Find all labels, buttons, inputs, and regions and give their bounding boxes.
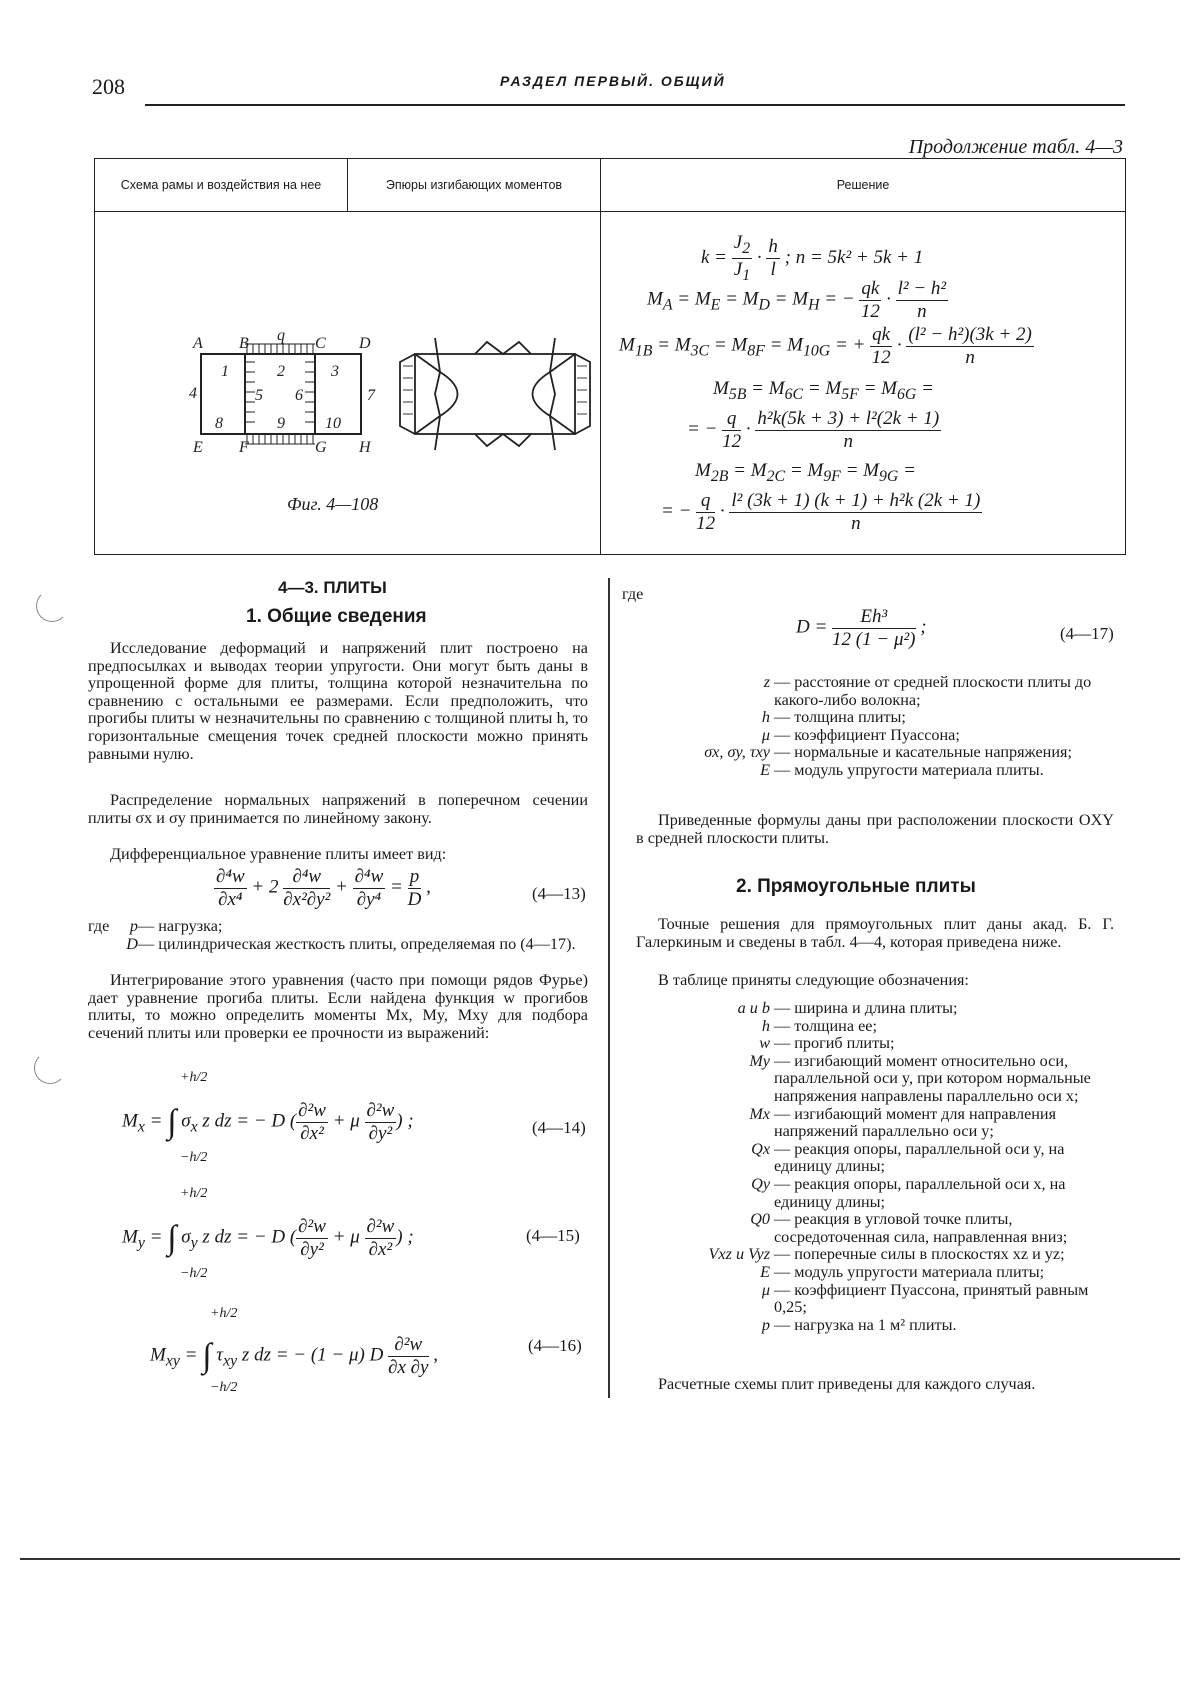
col-header-solution: Решение [601, 159, 1126, 212]
def-D: — цилиндрическая жесткость плиты, определяемая по (4—17). [138, 934, 576, 953]
definition-text: — модуль упругости материала плиты. [774, 760, 1044, 779]
list-item [620, 1211, 1114, 1246]
svg-text:9: 9 [277, 415, 285, 432]
svg-text:C: C [315, 335, 326, 352]
definition-text: — прогиб плиты; [774, 1034, 895, 1053]
list-item [620, 1106, 1114, 1141]
definition-text: — ширина и длина плиты; [774, 999, 958, 1017]
equation-4-17: D = $\frac{\text{Eh³}}{\text{12 (1 − μ²)}}$ ; [796, 606, 927, 650]
table-continuation-label: Продолжение табл. 4—3 [908, 136, 1123, 158]
equation-number: (4—13) [532, 884, 586, 903]
definition-symbol: a и b [737, 999, 770, 1017]
definition-text: — нормальные и касательные напряжения; [774, 743, 1072, 762]
svg-text:7: 7 [367, 387, 375, 404]
svg-text:3: 3 [331, 363, 339, 380]
definition-text: — изгибающий момент для направления напряжений параллельно оси y; [774, 1104, 1057, 1141]
solution-line-2: $M_A = M_E = M_D = M_H$ = − $\frac{qk}{12}$ · $\frac{\text{l² − h²}}{n}$ [647, 278, 947, 322]
definition-symbol: Q0 [750, 1210, 770, 1229]
limit-lower: −h/2 [180, 1150, 208, 1165]
list-item [620, 727, 1114, 745]
running-header: РАЗДЕЛ ПЕРВЫЙ. ОБЩИЙ [500, 73, 726, 89]
figure-cell [95, 212, 601, 555]
definition-text: — изгибающий момент относительно оси, параллельной оси y, при котором нормальные напряжения направлены параллельно оси x; [774, 1051, 1091, 1105]
definitions-list-3 [620, 1000, 1114, 1334]
list-item [88, 936, 588, 954]
frames-table [94, 158, 1126, 555]
equation-4-16: $M_{xy}$ = ∫ $\tau_{xy}$ z dz = − (1 − μ) D $\frac{\text{∂²w}}{\partial x \partial y}$ , [150, 1334, 438, 1378]
svg-text:10: 10 [325, 415, 341, 432]
definition-text: — толщина ее; [774, 1016, 877, 1035]
svg-text:4: 4 [189, 385, 197, 402]
subsection-heading: 2. Прямоугольные плиты [736, 876, 976, 897]
solution-line-1: k = $\frac{J_2}{J_1}$ · $\frac{h}{l}$ ; n = 5k² + 5k + 1 [701, 232, 924, 284]
svg-text:A: A [193, 335, 203, 352]
list-item [620, 1176, 1114, 1211]
definitions-list-1 [88, 918, 588, 953]
limit-lower: −h/2 [210, 1380, 238, 1395]
definition-symbol: h [761, 708, 770, 727]
definitions-list-2 [620, 674, 1114, 780]
definition-symbol: σx, σy, τxy [704, 743, 770, 762]
definition-symbol: μ [761, 1280, 770, 1299]
list-item [620, 1317, 1114, 1335]
list-item [620, 1141, 1114, 1176]
definition-text: — поперечные силы в плоскостях xz и yz; [774, 1245, 1065, 1264]
definition-text: — реакция опоры, параллельной оси x, на единицу длины; [774, 1174, 1066, 1211]
definition-symbol: My [749, 1051, 770, 1070]
symbol-p: p [129, 917, 138, 935]
list-item [620, 1053, 1114, 1106]
page-number: 208 [92, 74, 125, 99]
scan-hole-mark [36, 590, 68, 622]
svg-text:q: q [277, 332, 285, 344]
limit-lower: −h/2 [180, 1266, 208, 1281]
list-item [88, 918, 588, 936]
list-item [620, 674, 1114, 709]
definition-text: — расстояние от средней плоскости плиты до какого-либо волокна; [774, 673, 1092, 709]
definition-text: — коэффициент Пуассона, принятый равным 0,25; [774, 1280, 1089, 1317]
list-item [620, 1282, 1114, 1317]
list-item [620, 1035, 1114, 1053]
definition-text: — коэффициент Пуассона; [774, 725, 960, 744]
solution-line-5: = − $\frac{q}{12}$ · $\frac{\text{h²k(5k + 3) + l²(2k + 1)}}{n}$ [687, 408, 940, 452]
symbol-D: D [126, 934, 138, 953]
svg-text:1: 1 [221, 363, 229, 380]
figure-caption: Фиг. 4—108 [287, 494, 379, 514]
paragraph-equation-intro: Дифференциальное уравнение плиты имеет вид: [110, 845, 447, 863]
equation-4-13: $\frac{\text{∂⁴w}}{\text{∂x⁴}}$ + 2 $\frac{\text{∂⁴w}}{\text{∂x²∂y²}}$ + $\frac{\text{∂⁴w}}{\text{∂y⁴}}$ = $\frac{p}{D}$ , [216, 866, 431, 910]
svg-text:6: 6 [295, 387, 303, 404]
solution-line-3: $M_{1B} = M_{3C} = M_{8F} = M_{10G}$ = + $\frac{qk}{12}$ · $\frac{\text{(l² − h²)(3k + 2)}}{n}$ [619, 324, 1032, 368]
where-label: где [88, 917, 110, 935]
definition-text: — реакция в угловой точке плиты, сосредоточенная сила, направленная вниз; [774, 1210, 1068, 1246]
list-item [620, 1246, 1114, 1264]
definition-text: — модуль упругости материала плиты; [774, 1262, 1045, 1281]
svg-text:D: D [359, 335, 371, 352]
definition-symbol: w [759, 1034, 770, 1053]
paragraph-intro: Исследование деформаций и напряжений плит построено на предпосылках и выводах теории упругости. Они могут быть даны в упрощенной форме для плиты, толщина которой незначительна по сравнению с остальными ее размерами. Если предположить, что прогибы плиты w незначительны по сравнению с толщиной плиты h, то горизонтальные смещения точек средней плоскости можно принять равными нулю. [88, 639, 588, 763]
header-rule [145, 104, 1125, 106]
definition-symbol: Qy [751, 1174, 770, 1193]
col-header-scheme: Схема рамы и воздействия на нее [95, 159, 348, 212]
definition-symbol: Qx [751, 1139, 770, 1158]
solution-line-4: $M_{5B} = M_{6C} = M_{5F} = M_{6G}$ = [713, 378, 934, 403]
subsection-heading: 1. Общие сведения [246, 606, 427, 627]
list-item [620, 1264, 1114, 1282]
bottom-scan-line [20, 1558, 1180, 1560]
definition-text: — нагрузка на 1 м² плиты. [774, 1315, 957, 1334]
paragraph-notation: В таблице приняты следующие обозначения: [658, 971, 969, 989]
paragraph-integration: Интегрирование этого уравнения (часто при помощи рядов Фурье) дает уравнение прогиба плиты. Если найдена функция w прогибов плиты, то можно определить моменты Mx, My, Mxy для подбора сечений плиты или проверки ее прочности из выражений: [88, 971, 588, 1042]
definition-symbol: z [763, 673, 770, 691]
definition-symbol: Vxz и Vyz [708, 1245, 770, 1264]
svg-text:5: 5 [255, 387, 263, 404]
equation-4-15: $M_y$ = ∫ $\sigma_y$ z dz = − D ( $\frac{\text{∂²w}}{\text{∂y²}}$ + μ $\frac{\text{∂²w}}{\text{∂x²}}$ ) ; [122, 1216, 414, 1260]
where-label: где [622, 585, 644, 603]
paragraph-galerkin: Точные решения для прямоугольных плит даны акад. Б. Г. Галеркиным и сведены в табл. 4—4, которая приведена ниже. [636, 915, 1114, 951]
paragraph-stresses: Распределение нормальных напряжений в поперечном сечении плиты σx и σy принимается по линейному закону. [88, 791, 588, 827]
equation-number: (4—17) [1060, 624, 1114, 643]
definition-symbol: E [760, 760, 770, 779]
list-item [620, 744, 1114, 762]
definition-symbol: E [760, 1262, 770, 1281]
svg-text:E: E [193, 439, 203, 456]
paragraph-formulas: Приведенные формулы даны при расположении плоскости OXY в средней плоскости плиты. [636, 811, 1114, 847]
svg-text:2: 2 [277, 363, 285, 380]
scan-hole-mark [34, 1052, 66, 1084]
equation-4-14: $M_x$ = ∫ $\sigma_x$ z dz = − D ( $\frac{\text{∂²w}}{\text{∂x²}}$ + μ $\frac{\text{∂²w}}{\text{∂y²}}$ ) ; [122, 1100, 414, 1144]
svg-text:B: B [239, 335, 249, 352]
svg-text:H: H [359, 439, 371, 456]
definition-text: — толщина плиты; [774, 708, 906, 727]
definition-symbol: h [761, 1016, 770, 1035]
def-p: — нагрузка; [138, 917, 223, 935]
definition-text: — реакция опоры, параллельной оси y, на единицу длины; [774, 1139, 1065, 1176]
frame-figure [135, 332, 615, 472]
solution-line-7: = − $\frac{q}{12}$ · $\frac{\text{l² (3k + 1) (k + 1) + h²k (2k + 1)}}{n}$ [661, 490, 981, 534]
paragraph-closing: Расчетные схемы плит приведены для каждого случая. [658, 1375, 1036, 1393]
list-item [620, 1018, 1114, 1036]
definition-symbol: p [761, 1315, 770, 1334]
limit-upper: +h/2 [180, 1070, 208, 1085]
limit-upper: +h/2 [210, 1306, 238, 1321]
section-heading: 4—3. ПЛИТЫ [278, 578, 387, 597]
column-divider [608, 578, 610, 1398]
svg-text:F: F [239, 439, 249, 456]
equation-number: (4—15) [526, 1226, 580, 1245]
equation-number: (4—16) [528, 1336, 582, 1355]
svg-text:8: 8 [215, 415, 223, 432]
list-item [620, 709, 1114, 727]
equation-number: (4—14) [532, 1118, 586, 1137]
col-header-diagrams: Эпюры изгибающих моментов [348, 159, 601, 212]
limit-upper: +h/2 [180, 1186, 208, 1201]
svg-text:G: G [315, 439, 327, 456]
definition-symbol: Mx [749, 1104, 770, 1123]
solution-cell [601, 212, 1126, 555]
definition-symbol: μ [761, 725, 770, 744]
list-item [620, 1000, 1114, 1018]
list-item [620, 762, 1114, 780]
solution-line-6: $M_{2B} = M_{2C} = M_{9F} = M_{9G}$ = [695, 460, 916, 485]
